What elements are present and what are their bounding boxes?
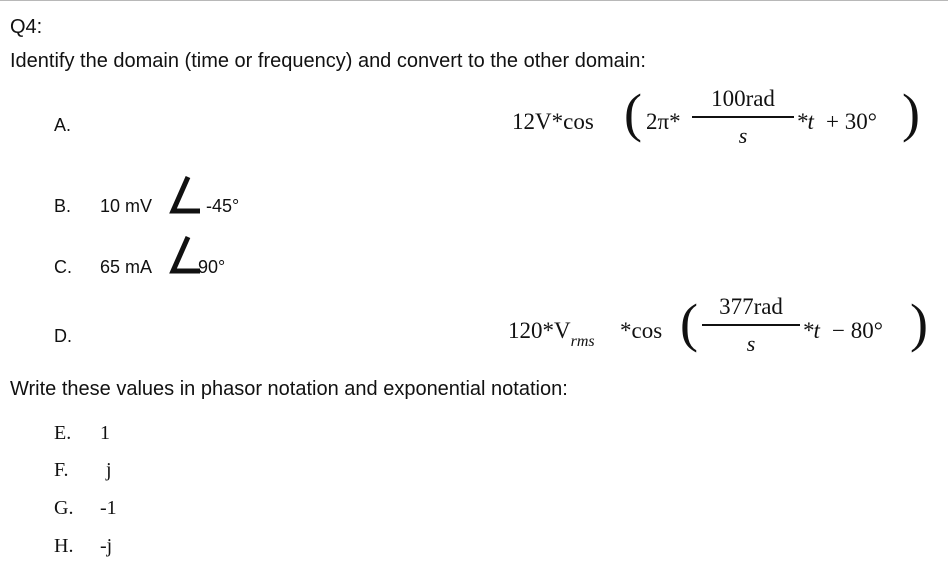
item-d-close-paren: ) [910,293,928,353]
item-c-label: C. [54,257,72,277]
item-d-fraction-numerator: 377rad [719,294,783,319]
item-c-angle: 90° [198,257,226,277]
item-d-fraction-bar [702,324,800,326]
item-a-two-pi: 2π* [646,109,681,134]
list-item-letter: E. [54,422,72,444]
angle-icon [168,234,202,276]
item-d-open-paren: ( [680,293,698,353]
item-d-time: *t [802,318,820,343]
phasor-instruction: Write these values in phasor notation and exponential notation: [10,378,568,400]
domain-instruction: Identify the domain (time or frequency) and convert to the other domain: [10,50,646,72]
item-a-open-paren: ( [624,83,642,143]
item-a-fraction-numerator: 100rad [711,86,775,111]
item-a-time: *t [796,109,814,134]
item-b-label: B. [54,196,72,216]
item-b-magnitude: 10 mV [100,196,153,216]
list-item-letter: H. [54,535,74,557]
angle-icon [168,174,202,216]
item-a-close-paren: ) [902,83,920,143]
list-item [54,535,113,558]
item-d-fraction [702,294,800,356]
item-a-phase: + 30° [826,109,877,134]
list-item [54,459,112,482]
item-a-prefix: 12V*cos [512,109,594,134]
item-d-prefix: $120*V_{rms}$ [508,318,595,350]
list-item [54,422,110,445]
list-item-value: -1 [100,497,117,519]
item-d-phase: − 80° [832,318,883,343]
item-a-label: A. [54,115,72,135]
item-a-fraction-denominator: s [738,122,748,148]
item-c-magnitude: 65 mA [100,257,153,277]
list-item-letter: G. [54,497,74,519]
item-d-subscript: rms [570,333,595,350]
item-d-label: D. [54,326,72,346]
item-d-fraction-denominator: s [746,330,756,356]
list-item-value: -j [100,535,113,557]
list-item-value: j [106,459,112,481]
item-a-fraction [692,86,794,148]
item-d-cos: *cos [620,318,663,343]
list-item-letter: F. [54,459,69,481]
list-item-value: 1 [100,422,110,444]
question-label: Q4: [10,16,43,38]
item-a-fraction-bar [692,116,794,118]
list-item [54,497,117,520]
top-divider [0,0,948,1]
item-b-angle: -45° [206,196,240,216]
